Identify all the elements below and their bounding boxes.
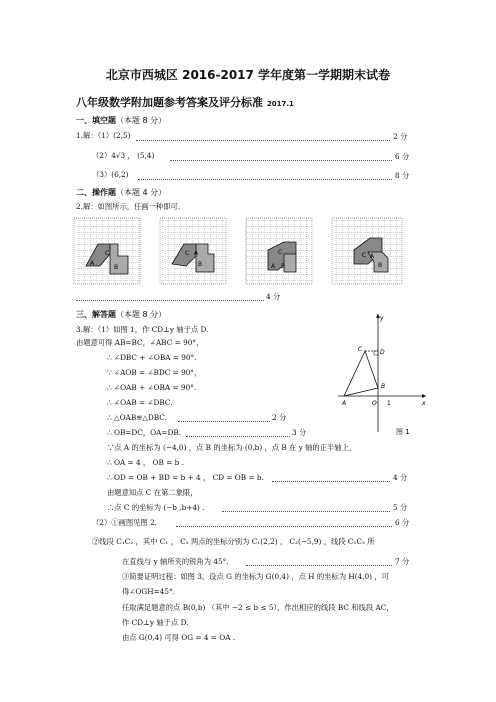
subtitle-date: 2017.1 [266,100,294,108]
fig1-label-o: O [372,400,377,407]
q2-label-b1: B [114,264,119,271]
q3-score-7: 2 分 [272,413,287,422]
q3-line-21: 由点 G(0,4) 可得 OG = 4 = OA . [122,633,236,642]
fig1-label-b: B [381,383,386,390]
q3-line-16: 在直线与 y 轴所夹的锐角为 45°. [122,557,229,566]
q1-score-3: 8 分 [395,171,410,180]
q2-grid-1 [74,218,140,284]
fig1-triangle [344,351,378,396]
subtitle-text: 八年级数学附加题参考答案及评分标准 [76,96,263,109]
fig1-label-a: A [342,400,347,407]
q3-line-11: ∴ OD = OB + BD = b + 4 ， CD = OB = b. [107,473,264,482]
q3-line-2: 由题意可得 AB=BC，∠ABC = 90°， [76,338,204,347]
section-3-note: （本题 8 分） [116,310,167,319]
q1-leader-2 [170,160,392,161]
q2-grid-3 [246,218,312,284]
q3-line-6: ∴ ∠OAB = ∠DBC. [107,398,173,407]
q2-label-b3: B [281,263,286,270]
q2-label-a1: A [90,260,95,267]
q3-leader-7 [178,421,270,422]
q2-shape-3b [284,254,296,272]
q3-score-13: 5 分 [393,503,408,512]
page-subtitle [76,94,294,110]
q2-label-c4: C [362,252,367,259]
section-1-note: （本题 8 分） [116,116,167,125]
fig1-label-c: C [358,346,363,353]
q2-label-a2: A [194,250,199,257]
fig1-label-one: 1 [387,400,391,407]
q1-line-1: 1.解：（1）(2,5) [76,131,131,140]
q3-leader-13 [222,511,390,512]
fig1-label-y: y [380,315,384,322]
q3-line-9: ∵点 A 的坐标为 (−4,0) ，点 B 的坐标为 (0,b) ，点 B 在 y 轴的正半轴上， [107,443,357,452]
q2-label-b4: B [378,262,383,269]
q3-line-1: 3.解：（1）如图 1，作 CD⊥y 轴于点 D. [76,325,209,334]
q3-line-15: ②线段 C₁C₂ ，其中 C₁ ， C₂ 两点的坐标分别为 C₁(2,2) ， C₂(−5,9) ，线段 C₁C₂ 所 [92,537,375,546]
q3-score-16: 7 分 [395,557,410,566]
q3-score-11: 4 分 [393,473,408,482]
q1-score-1: 2 分 [393,132,408,141]
q1-line-3: （3）(6,2) [92,170,129,179]
section-3-title: 三、解答题 [76,310,116,319]
section-2-note: （本题 4 分） [116,188,167,197]
page-title: 北京市西城区 2016-2017 学年度第一学期期末试卷 [105,68,391,82]
q2-label-a3: A [271,263,276,270]
q2-label-c3: C [278,249,283,256]
q2-text: 2.解：如图所示，任画一种即可. [76,202,181,211]
q3-line-4: ∵ ∠AOB = ∠BDC = 90°， [107,368,202,377]
q3-line-14: （2）①画图见图 2. [92,518,158,527]
section-1-heading [76,115,166,126]
fig1-label-x: x [422,400,426,407]
q1-line-2: （2）4√3 ， (5,4) [92,151,155,160]
q2-label-c1: C [105,250,110,257]
q3-line-18: 得∠OGH=45°. [122,587,175,596]
q3-line-8: ∴ OB=DC，OA=DB. [107,428,182,437]
q2-label-a4: A [370,253,375,260]
q3-line-7: ∴ △OAB≌△DBC. [107,413,167,422]
section-3-heading [76,309,166,320]
q3-score-8: 3 分 [292,428,307,437]
q3-leader-16 [246,565,392,566]
q3-line-3: ∴ ∠DBC + ∠OBA = 90°. [107,353,197,362]
q2-grid-4 [332,218,402,284]
q1-leader-3 [138,179,392,180]
q3-leader-11 [272,481,390,482]
fig1-right-angle-d [374,351,378,355]
q2-leader [76,300,264,301]
q3-line-13: ∴点 C 的坐标为 (−b ,b+4) . [107,503,205,512]
fig1-label-d: D [380,349,385,356]
q1-score-2: 6 分 [395,152,410,161]
q3-leader-14 [176,526,392,527]
section-1-title: 一、填空题 [76,116,116,125]
q3-line-20: 作 CD⊥y 轴于点 D. [122,618,189,627]
q3-score-14: 6 分 [395,518,410,527]
q3-line-5: ∴ ∠OAB + ∠OBA = 90°. [107,383,197,392]
q3-leader-8 [186,436,290,437]
q3-line-10: ∴ OA = 4 ， OB = b . [107,458,184,467]
q2-score: 4 分 [266,292,281,301]
q2-grid-figures [72,214,412,290]
section-2-heading [76,187,166,198]
q2-label-c2: C [185,250,190,257]
q3-line-17: ③简要证明过程：如图 3，设点 G 的坐标为 G(0,4) ，点 H 的坐标为 H(4,0) ，可 [122,572,389,581]
fig1-caption: 图 1 [396,428,410,436]
fig1-x-arrow [422,394,426,398]
q1-leader-1 [136,140,390,141]
section-2-title: 二、操作题 [76,188,116,197]
q3-line-12: 由题意知点 C 在第二象限， [107,488,198,497]
q2-label-b2: B [198,261,203,268]
q2-grid-2 [160,218,226,284]
q3-line-19: 任取满足题意的点 B(0,b) （其中 −2 ≤ b ≤ 5），作出相应的线段 BC 和线段 AC， [122,603,394,612]
figure-1 [330,308,430,440]
